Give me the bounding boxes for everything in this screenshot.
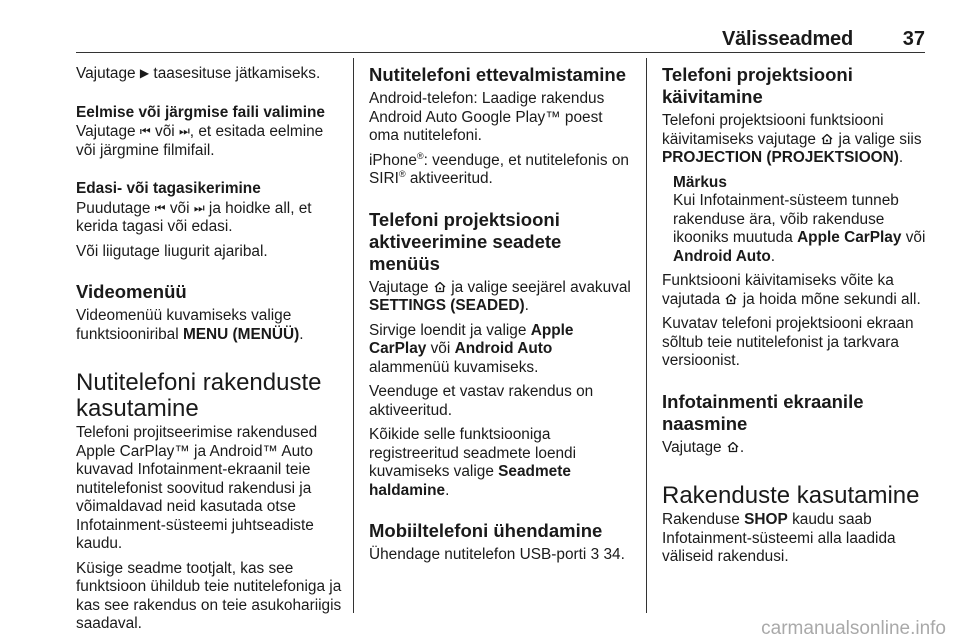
next-track-icon: ⏭: [178, 124, 190, 138]
column-2: [369, 64, 631, 571]
paragraph-iphone: iPhone®: veenduge, et nutitelefonis on SIRI® aktiveeritud.: [369, 150, 629, 187]
page-header: [76, 0, 925, 52]
paragraph-start-projection: Telefoni projektsiooni funktsiooni käivitamiseks vajutage ja valige siis PROJECTION (PROJEKTSIOON).: [662, 112, 922, 166]
paragraph-apps-intro: Telefoni projitseerimise rakendused Apple CarPlay™ ja Android™ Auto kuvavad Infotainment-ekraanil teie nutitelefonist soovitud rakendusi ja võimaldavad neid kasutada otse Infotainment-süsteemi juhtseadiste kaudu.: [76, 424, 318, 552]
home-icon: [433, 280, 447, 294]
note-title: Märkus: [673, 173, 727, 191]
page-number: 37: [902, 28, 925, 50]
column-3: [662, 64, 930, 573]
paragraph-fast-forward-rewind: Puudutage ⏮ või ⏭ ja hoidke all, et kerida tagasi või edasi.: [76, 199, 312, 235]
note-box: [673, 174, 930, 267]
paragraph-slider: Või liigutage liugurit ajaribal.: [76, 242, 268, 260]
heading-return-infotainment: Infotainmenti ekraanile naasmine: [662, 390, 864, 434]
paragraph-video-menu: Videomenüü kuvamiseks valige funktsiooniribal MENU (MENÜÜ).: [76, 307, 304, 343]
heading-prev-next: Eelmise või järgmise faili valimine: [76, 103, 325, 121]
heading-connect-phone: Mobiiltelefoni ühendamine: [369, 520, 603, 541]
section-title: Välisseadmed: [721, 28, 853, 50]
paragraph-activate: Vajutage ja valige seejärel avakuval SETTINGS (SEADED).: [369, 278, 631, 314]
column-divider-1: [353, 58, 354, 613]
column-1: [76, 64, 344, 640]
heading-start-projection: Telefoni projektsiooni käivitamine: [662, 64, 853, 107]
paragraph-alt-start: Funktsiooni käivitamiseks võite ka vajutada ja hoida mõne sekundi all.: [662, 272, 921, 308]
paragraph-using-apps: Rakenduse SHOP kaudu saab Infotainment-süsteemi alla laadida väliseid rakendusi.: [662, 511, 896, 565]
heading-smartphone-apps: Nutitelefoni rakenduste kasutamine: [76, 369, 322, 422]
column-divider-2: [646, 58, 647, 613]
paragraph-scroll-list: Sirvige loendit ja valige Apple CarPlay või Android Auto alammenüü kuvamiseks.: [369, 321, 574, 376]
heading-activate-projection: Telefoni projektsiooni aktiveerimine seadete menüüs: [369, 208, 562, 274]
home-icon: [726, 440, 740, 454]
heading-fast-forward-rewind: Edasi- või tagasikerimine: [76, 180, 261, 197]
paragraph-apps-compat: Küsige seadme tootjalt, kas see funktsioon ühildub teie nutitelefoniga ja kas see rakendus on teie asukohariigis saadaval.: [76, 559, 342, 632]
paragraph-ensure-active: Veenduge et vastav rakendus on aktiveeritud.: [369, 383, 594, 419]
previous-track-icon: ⏮: [139, 124, 151, 138]
heading-phone-prep: Nutitelefoni ettevalmistamine: [369, 64, 627, 85]
next-track-icon: ⏭: [193, 200, 205, 215]
paragraph-return: Vajutage .: [662, 438, 745, 456]
play-icon: ▶: [139, 66, 150, 80]
previous-track-icon: ⏮: [154, 200, 166, 215]
heading-video-menu: Videomenüü: [76, 281, 187, 302]
paragraph-display-depends: Kuvatav telefoni projektsiooni ekraan sõltub teie nutitelefonist ja tarkvara versioonist.: [662, 315, 914, 369]
heading-using-apps: Rakenduste kasutamine: [662, 482, 920, 509]
home-icon: [820, 132, 834, 146]
paragraph-resume: Vajutage ▶ taasesituse jätkamiseks.: [76, 65, 321, 82]
paragraph-android: Android-telefon: Laadige rakendus Android Auto Google Play™ poest oma nutitelefoni.: [369, 90, 605, 144]
header-rule: [76, 52, 925, 53]
watermark: carmanualsonline.info: [761, 618, 946, 639]
paragraph-connect: Ühendage nutitelefon USB-porti 3 34.: [369, 546, 625, 563]
page-reference-arrow: 3: [590, 546, 600, 563]
note-text: Kui Infotainment-süsteem tunneb rakenduse ära, võib rakenduse ikooniks muutuda Apple CarPlay või Android Auto.: [673, 192, 926, 265]
home-icon: [724, 292, 738, 306]
paragraph-device-list: Kõikide selle funktsiooniga registreeritud seadmete loendi kuvamiseks valige Seadmete haldamine.: [369, 426, 577, 499]
paragraph-prev-next: Vajutage ⏮ või ⏭, et esitada eelmine või järgmine filmifail.: [76, 123, 324, 159]
